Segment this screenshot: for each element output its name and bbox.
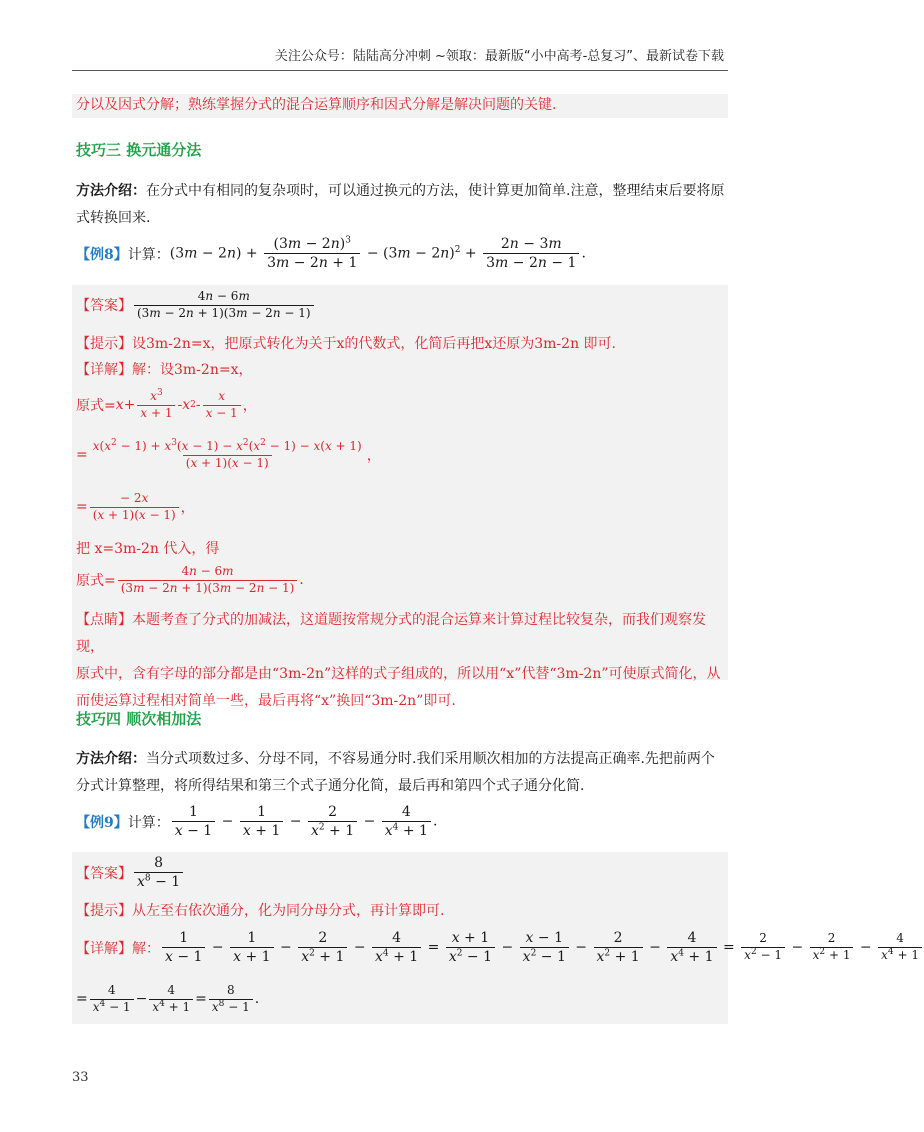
example-label: 【例8】 [76,246,128,263]
detail-9 [76,930,924,965]
answer-9 [76,855,185,890]
method-intro-4 [76,746,728,800]
section-title-3: 技巧三 换元通分法 [76,141,202,159]
comment-text-1: 本题考查了分式的加减法，这道题按常规分式的混合运算来计算过程比较复杂，而我们观察发现， [76,612,706,655]
detail-step-4: 原式= $\frac{4n - 6m}{(3m - 2n + 1)(3m - 2n - 1)}$ . [76,564,304,595]
method-text: 当分式项数过多、分母不同，不容易通分时.我们采用顺次相加的方法提高正确率.先把前两个 [146,751,715,767]
answer-9-formula: $\frac{8}{x^8 - 1}$ [132,855,185,890]
detail-8 [76,357,252,384]
hint-text: 设3m-2n=x，把原式转化为关于x的代数式，化简后再把x还原为3m-2n 即可. [132,336,616,352]
detail-text: 解： [132,940,160,957]
example-label: 【例9】 [76,814,128,831]
answer-label: 【答案】 [76,865,132,882]
example-9-formula: $\frac{1}{x - 1}$ − $\frac{1}{x + 1}$ − $\frac{2}{x^2 + 1}$ − $\frac{4}{x^4 + 1}$ . [170,804,438,839]
example-prefix: 计算： [127,814,170,831]
answer-8 [76,290,316,321]
detail-9-formula: $\frac{1}{x - 1}$ − $\frac{1}{x + 1}$ − $\frac{2}{x^2 + 1}$ − $\frac{4}{x^4 + 1}$ = $\frac{x + 1}{x^2 - 1}$ − $\frac{x - 1}{x^2 - 1}$ − $\frac{2}{x^2 + 1}$ − $\frac{4}{x^4 + 1}$ = $\frac{2}{x^2 - 1}$ − $\frac{2}{x^2 + 1}$ − $\frac{4}{x^4 + 1}$ [160,930,924,965]
detail-9-step-2: = $\frac{4}{x^4 - 1}$ − $\frac{4}{x^4 + 1}$ = $\frac{8}{x^8 - 1}$ . [76,983,260,1014]
page-number: 33 [72,1070,89,1085]
method-text-cont: 式转换回来. [76,210,151,226]
comment-text-3: 而使运算过程相对简单一些，最后再将“x”换回“3m-2n”即可. [76,693,456,709]
hint-label: 【提示】 [76,336,132,352]
detail-step-2: = $\frac{x(x^2 - 1) + x^3(x - 1) - x^2(x^2 - 1) - x(x + 1)}{(x + 1)(x - 1)}$ ， [76,438,381,470]
detail-label: 【详解】 [76,362,132,378]
detail-step-1: 原式= x + $\frac{x^3}{x + 1}$ - x 2 - $\frac{x}{x - 1}$ ， [76,388,257,420]
comment-label: 【点睛】 [76,612,132,628]
method-intro-3 [76,178,728,232]
yuanshi-label-2: 原式= [76,573,116,590]
comment-8 [76,607,728,715]
hint-label: 【提示】 [76,903,132,919]
example-8 [76,236,586,271]
example-9 [76,804,437,839]
hint-text: 从左至右依次通分，化为同分母分式，再计算即可. [132,903,445,919]
hint-8 [76,331,616,358]
method-label: 方法介绍： [76,751,146,767]
comment-text-2: 原式中，含有字母的部分都是由“3m-2n”这样的式子组成的，所以用“x”代替“3m-2n”可使原式简化，从 [76,666,721,682]
example-8-formula: (3m − 2n) + $\frac{(3m - 2n)^3}{3m - 2n + 1}$ − $(3m - 2n)^2$ + $\frac{2n - 3m}{3m - 2n - 1}$ . [169,235,586,272]
answer-8-formula: $\frac{4n - 6m}{(3m - 2n + 1)(3m - 2n - 1)}$ [132,290,316,321]
section-title-4: 技巧四 顺次相加法 [76,710,202,728]
method-text-cont: 分式计算整理，将所得结果和第三个式子通分化简，最后再和第四个式子通分化简. [76,778,585,794]
yuanshi-label: 原式= [76,398,116,415]
detail-step-3: = $\frac{- 2x}{(x + 1)(x - 1)}$ ， [76,491,195,522]
header-rule [72,70,728,71]
substitute-text: 把 x=3m-2n 代入，得 [76,541,220,557]
method-text: 在分式中有相同的复杂项时，可以通过换元的方法，使计算更加简单.注意，整理结束后要将原 [146,183,725,199]
example-prefix: 计算： [127,246,170,263]
method-label: 方法介绍： [76,183,146,199]
detail-label: 【详解】 [76,940,132,957]
page-header: 关注公众号：陆陆高分冲刺 ~领取：最新版“小中高考-总复习”、最新试卷下载 [274,49,724,64]
hint-9 [76,898,444,925]
detail-text: 解：设3m-2n=x， [132,362,253,378]
top-line-text: 分以及因式分解；熟练掌握分式的混合运算顺序和因式分解是解决问题的关键. [76,97,557,113]
answer-label: 【答案】 [76,298,132,315]
